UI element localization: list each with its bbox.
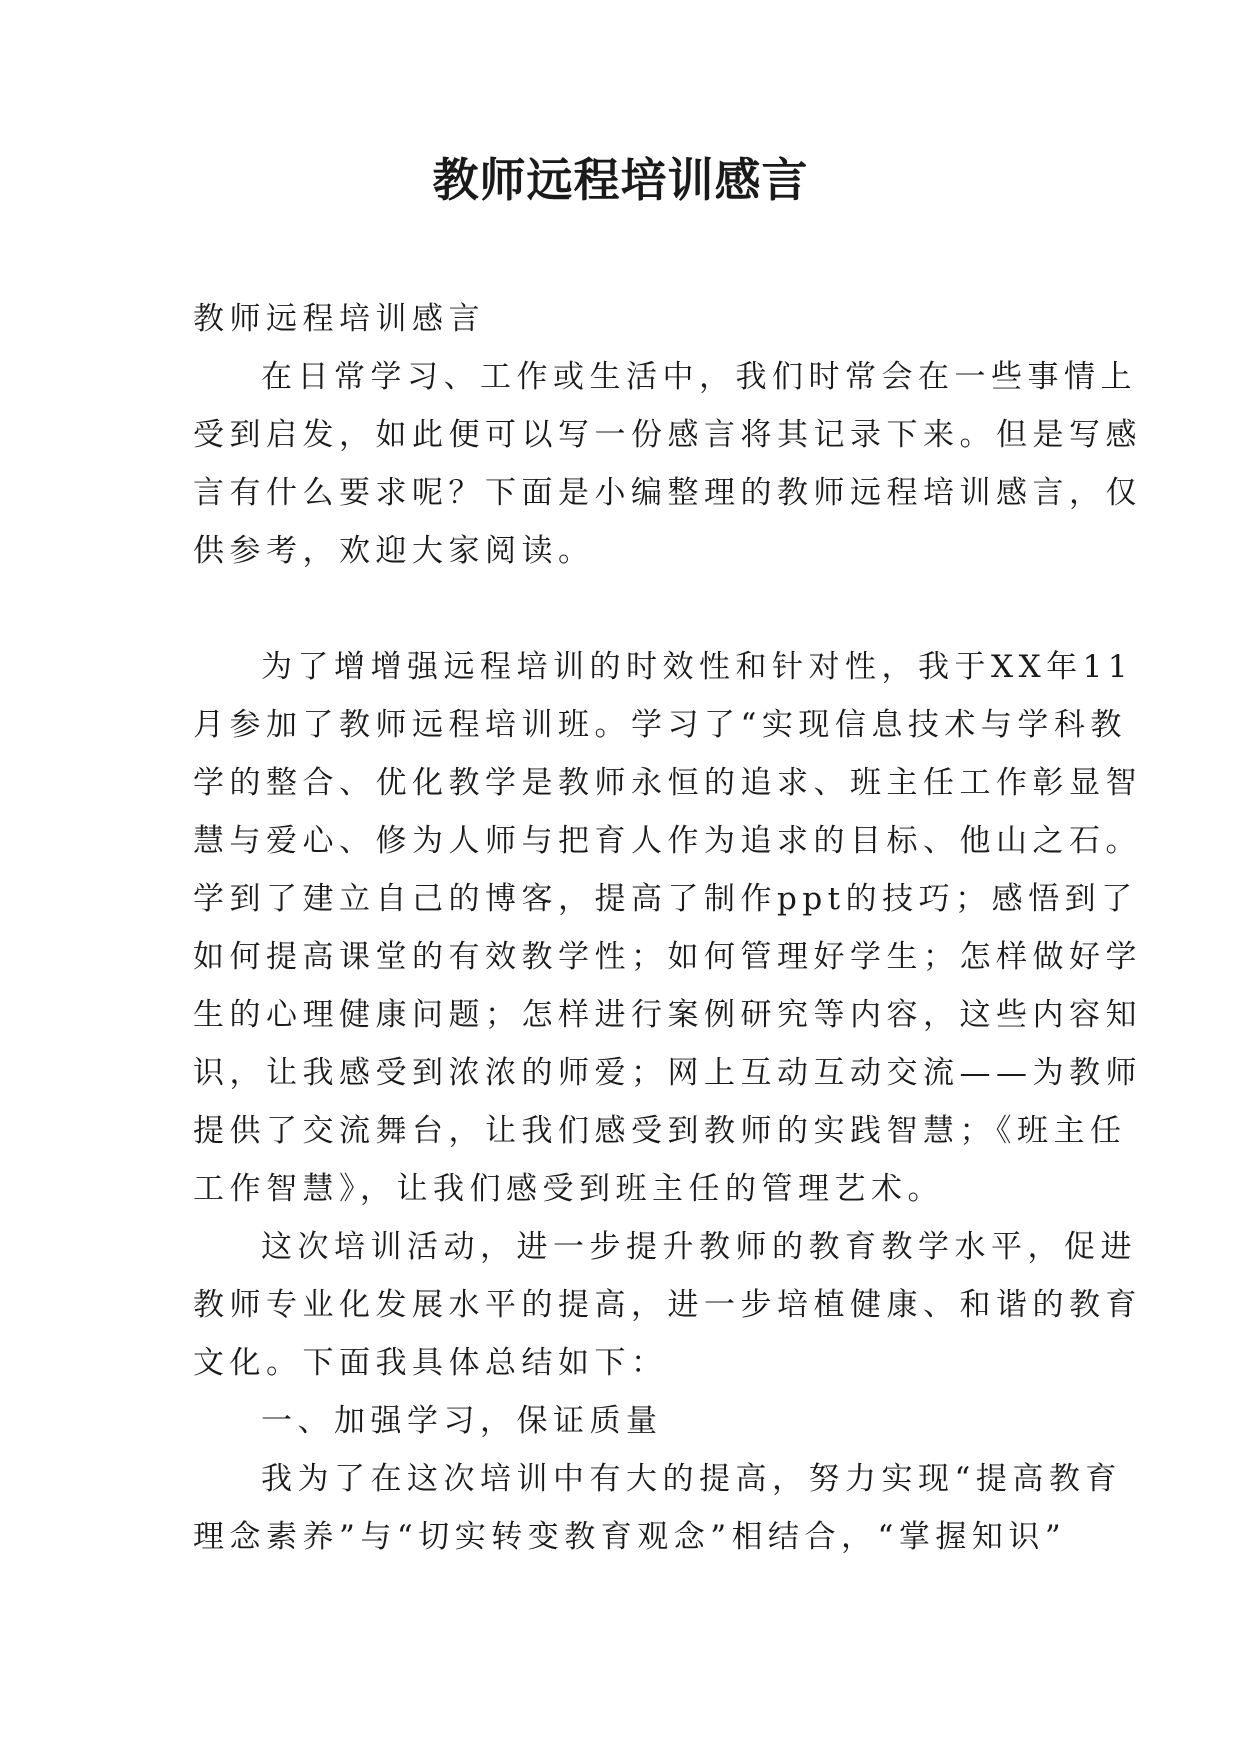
document-title: 教师远程培训感言 xyxy=(432,153,809,207)
paragraph-line: 受到启发，如此便可以写一份感言将其记录下来。但是写感 xyxy=(193,417,1142,453)
paragraph-line: 供参考，欢迎大家阅读。 xyxy=(193,533,595,569)
document-body xyxy=(193,290,1142,1566)
paragraph-line: 生的心理健康问题；怎样进行案例研究等内容，这些内容知 xyxy=(193,997,1142,1033)
section-heading: 一、加强学习，保证质量 xyxy=(261,1403,663,1439)
paragraph-line: 慧与爱心、修为人师与把育人作为追求的目标、他山之石。 xyxy=(193,823,1142,859)
paragraph-line: 如何提高课堂的有效教学性；如何管理好学生；怎样做好学 xyxy=(193,939,1142,975)
paragraph-line: 言有什么要求呢？下面是小编整理的教师远程培训感言，仅 xyxy=(193,475,1142,511)
paragraph-line: 文化。下面我具体总结如下： xyxy=(193,1345,668,1381)
paragraph-line: 识，让我感受到浓浓的师爱；网上互动互动交流——为教师 xyxy=(193,1055,1142,1091)
paragraph-line: 为了增增强远程培训的时效性和针对性，我于XX年11 xyxy=(261,649,1134,685)
paragraph-line: 教师专业化发展水平的提高，进一步培植健康、和谐的教育 xyxy=(193,1287,1142,1323)
paragraph-line: 学的整合、优化教学是教师永恒的追求、班主任工作彰显智 xyxy=(193,765,1142,801)
paragraph-line: 工作智慧》，让我们感受到班主任的管理艺术。 xyxy=(193,1171,944,1207)
paragraph-gap xyxy=(193,580,1073,638)
paragraph-line: 我为了在这次培训中有大的提高，努力实现“提高教育 xyxy=(261,1461,1122,1497)
paragraph-line: 理念素养”与“切实转变教育观念”相结合，“掌握知识” xyxy=(193,1519,1067,1555)
paragraph-line: 提供了交流舞台，让我们感受到教师的实践智慧；《班主任 xyxy=(193,1113,1127,1149)
paragraph-line: 在日常学习、工作或生活中，我们时常会在一些事情上 xyxy=(261,359,1137,395)
paragraph-line: 月参加了教师远程培训班。学习了“实现信息技术与学科教 xyxy=(193,707,1127,743)
paragraph-line: 这次培训活动，进一步提升教师的教育教学水平，促进 xyxy=(261,1229,1137,1265)
paragraph-line: 学到了建立自己的博客，提高了制作ppt的技巧；感悟到了 xyxy=(193,881,1138,917)
subtitle-line: 教师远程培训感言 xyxy=(193,301,485,337)
